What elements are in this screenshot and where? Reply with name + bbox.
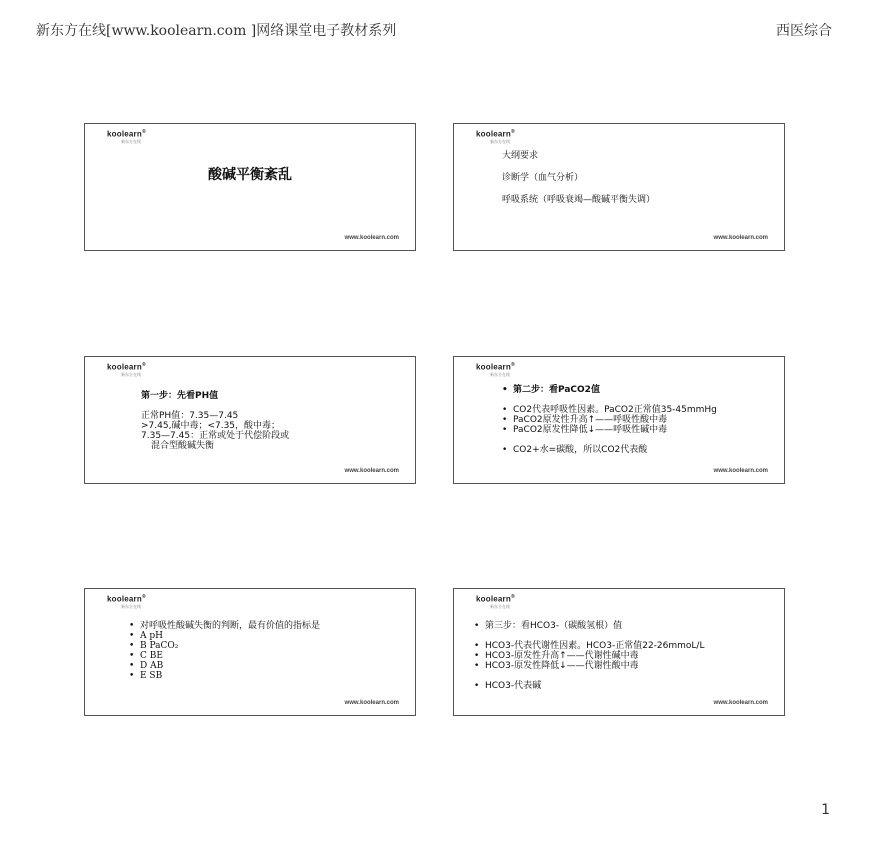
page-number: 1 <box>821 802 830 818</box>
slide-line: >7.45,碱中毒；<7.35，酸中毒； <box>141 421 281 431</box>
slide-line: 7.35—7.45：正常或处于代偿阶段或 <box>141 431 290 441</box>
slide-bullet: • PaCO2原发性升高↑——呼吸性酸中毒 <box>502 415 770 425</box>
slide-bullet: • PaCO2原发性降低↓——呼吸性碱中毒 <box>502 425 770 435</box>
slide-footer-url: www.koolearn.com <box>713 700 768 706</box>
slide-heading: 第一步：先看PH值 <box>141 391 219 401</box>
slide-bullet: • CO2代表呼吸性因素。PaCO2正常值35-45mmHg <box>502 405 770 415</box>
slide-line: 呼吸系统（呼吸衰竭—酸碱平衡失调） <box>502 195 656 205</box>
answer-option: • B PaCO₂ <box>129 641 359 651</box>
koolearn-logo: koolearn® 新东方在线 <box>107 594 146 609</box>
slide-4 <box>453 356 785 484</box>
header-subject: 西医综合 <box>776 23 832 39</box>
koolearn-logo: koolearn® 新东方在线 <box>476 594 515 609</box>
answer-option: • A pH <box>129 631 359 641</box>
slide-question: • 对呼吸性酸碱失衡的判断，最有价值的指标是 <box>129 621 359 631</box>
slide-heading: • 第三步：看HCO3-（碳酸氢根）值 <box>474 621 764 631</box>
slide-5 <box>84 588 416 716</box>
slide-bullet: • CO2+水=碳酸，所以CO2代表酸 <box>502 445 770 455</box>
slide-2 <box>453 123 785 251</box>
koolearn-logo: koolearn® 新东方在线 <box>107 362 146 377</box>
answer-option: • D AB <box>129 661 359 671</box>
slide-line: 诊断学（血气分析） <box>502 173 584 183</box>
slide-bullet: • HCO3-代表代谢性因素。HCO3-正常值22-26mmoL/L <box>474 641 764 651</box>
slide-6 <box>453 588 785 716</box>
slide-line: 混合型酸碱失衡 <box>151 441 215 451</box>
slide-bullet: • HCO3-原发性升高↑——代谢性碱中毒 <box>474 651 764 661</box>
slide-footer-url: www.koolearn.com <box>713 468 768 474</box>
slide-footer-url: www.koolearn.com <box>344 468 399 474</box>
slide-bullet: • HCO3-原发性降低↓——代谢性酸中毒 <box>474 661 764 671</box>
slide-footer-url: www.koolearn.com <box>344 700 399 706</box>
answer-option: • C BE <box>129 651 359 661</box>
header-title: 新东方在线[www.koolearn.com ]网络课堂电子教材系列 <box>36 23 397 39</box>
slide-title: 酸碱平衡紊乱 <box>208 167 292 183</box>
koolearn-logo: koolearn® 新东方在线 <box>476 129 515 144</box>
slide-line: 大纲要求 <box>502 151 539 161</box>
slide-1 <box>84 123 416 251</box>
slide-footer-url: www.koolearn.com <box>344 235 399 241</box>
slide-3 <box>84 356 416 484</box>
slide-heading: • 第二步：看PaCO2值 <box>502 385 770 395</box>
slide-line: 正常PH值：7.35—7.45 <box>141 411 239 421</box>
answer-option: • E SB <box>129 671 359 681</box>
koolearn-logo: koolearn® 新东方在线 <box>476 362 515 377</box>
slide-bullet: • HCO3-代表碱 <box>474 681 764 691</box>
koolearn-logo: koolearn® 新东方在线 <box>107 129 146 144</box>
slide-footer-url: www.koolearn.com <box>713 235 768 241</box>
